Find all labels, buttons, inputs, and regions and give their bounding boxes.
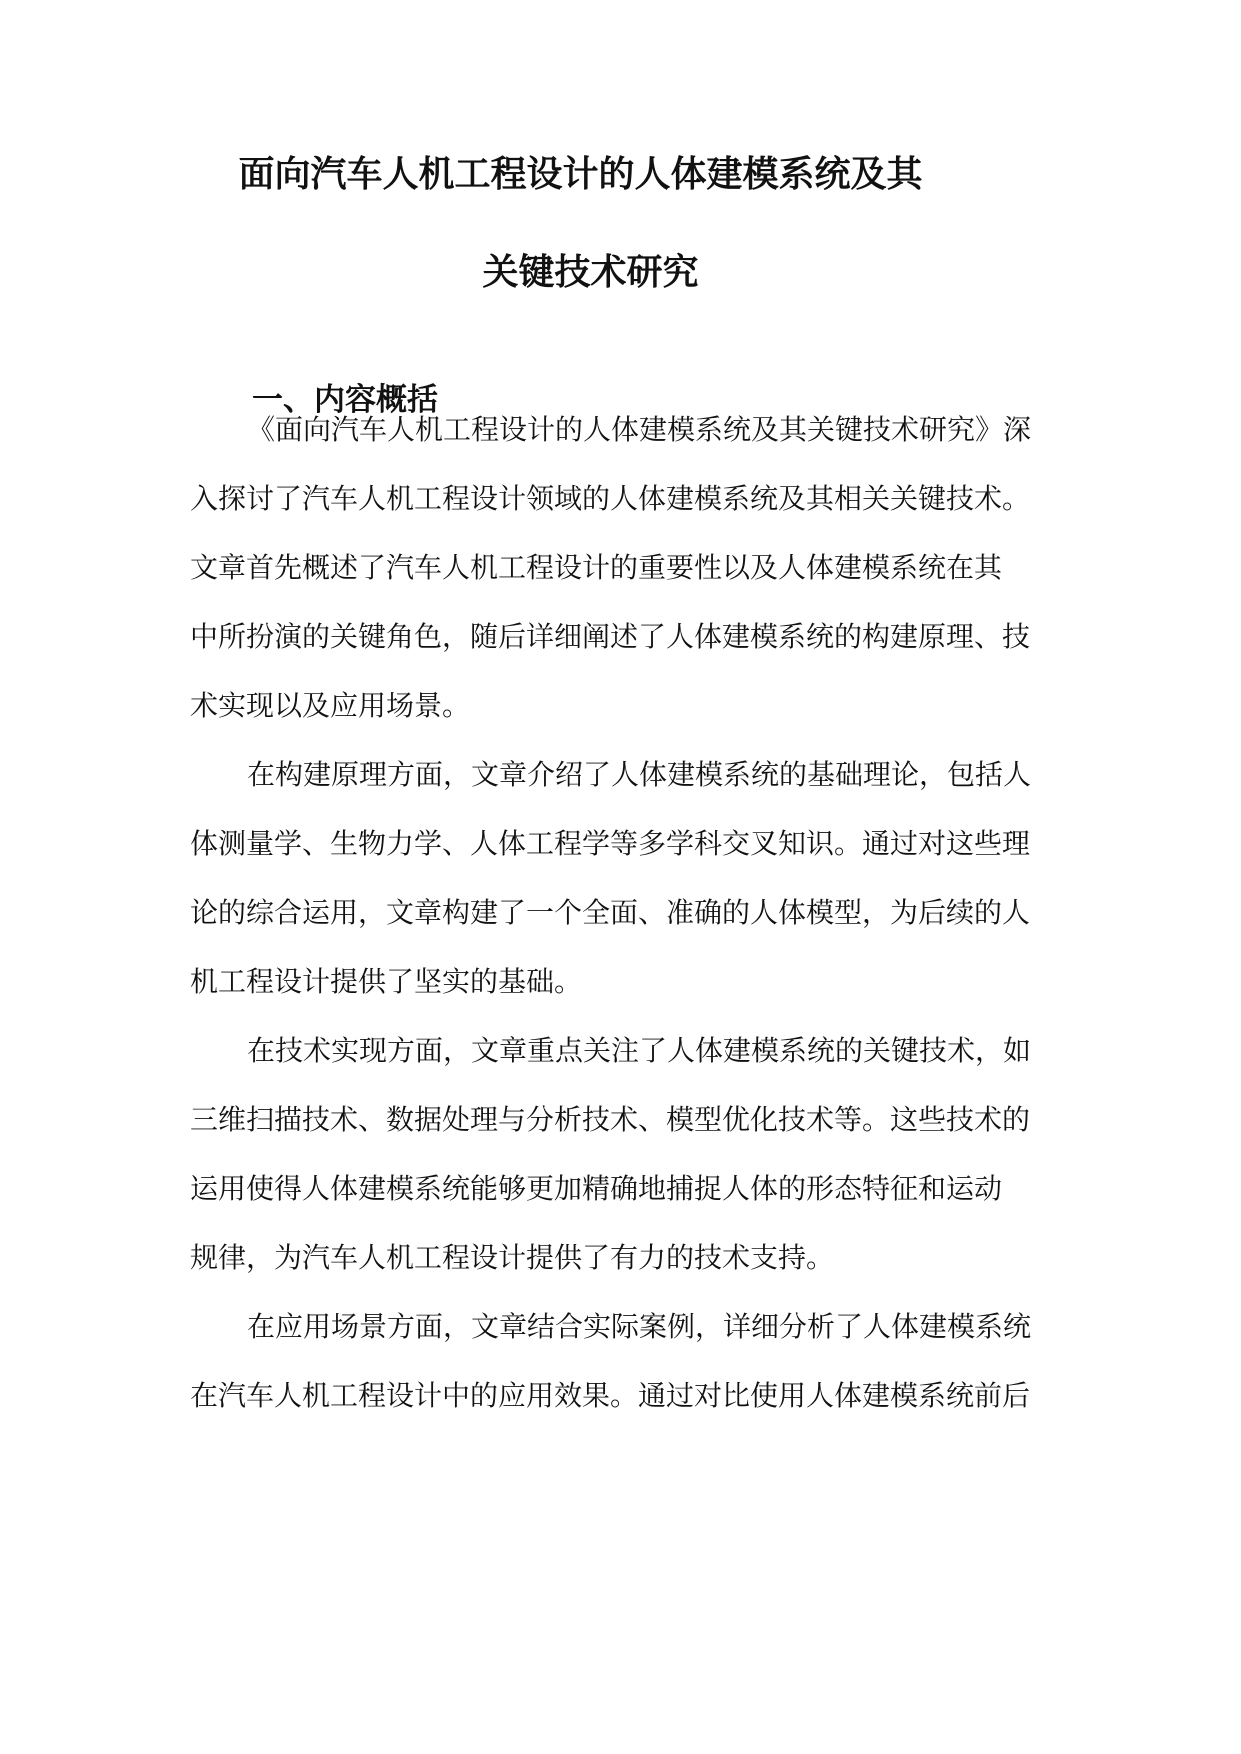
paragraph-line: 中所扮演的关键角色，随后详细阐述了人体建模系统的构建原理、技: [190, 620, 1031, 653]
paragraph-line: 体测量学、生物力学、人体工程学等多学科交叉知识。通过对这些理: [190, 827, 1031, 860]
paragraph-line: 在技术实现方面，文章重点关注了人体建模系统的关键技术，如: [247, 1034, 1032, 1067]
document-title-line-2: 关键技术研究: [482, 251, 699, 293]
paragraph-line: 《面向汽车人机工程设计的人体建模系统及其关键技术研究》深: [247, 413, 1032, 446]
paragraph-line: 入探讨了汽车人机工程设计领域的人体建模系统及其相关关键技术。: [190, 482, 1031, 515]
paragraph-line: 规律，为汽车人机工程设计提供了有力的技术支持。: [190, 1241, 835, 1274]
paragraph-line: 术实现以及应用场景。: [190, 689, 471, 722]
paragraph-line: 论的综合运用，文章构建了一个全面、准确的人体模型，为后续的人: [190, 896, 1031, 929]
paragraph-line: 机工程设计提供了坚实的基础。: [190, 965, 583, 998]
paragraph-line: 在汽车人机工程设计中的应用效果。通过对比使用人体建模系统前后: [190, 1379, 1031, 1412]
paragraph-line: 文章首先概述了汽车人机工程设计的重要性以及人体建模系统在其: [190, 551, 1003, 584]
document-title-line-1: 面向汽车人机工程设计的人体建模系统及其: [238, 153, 923, 195]
section-heading: 一、内容概括: [252, 382, 438, 418]
paragraph-line: 在构建原理方面，文章介绍了人体建模系统的基础理论，包括人: [247, 758, 1032, 791]
paragraph-line: 在应用场景方面，文章结合实际案例，详细分析了人体建模系统: [247, 1310, 1032, 1343]
paragraph-line: 三维扫描技术、数据处理与分析技术、模型优化技术等。这些技术的: [190, 1103, 1031, 1136]
paragraph-line: 运用使得人体建模系统能够更加精确地捕捉人体的形态特征和运动: [190, 1172, 1003, 1205]
